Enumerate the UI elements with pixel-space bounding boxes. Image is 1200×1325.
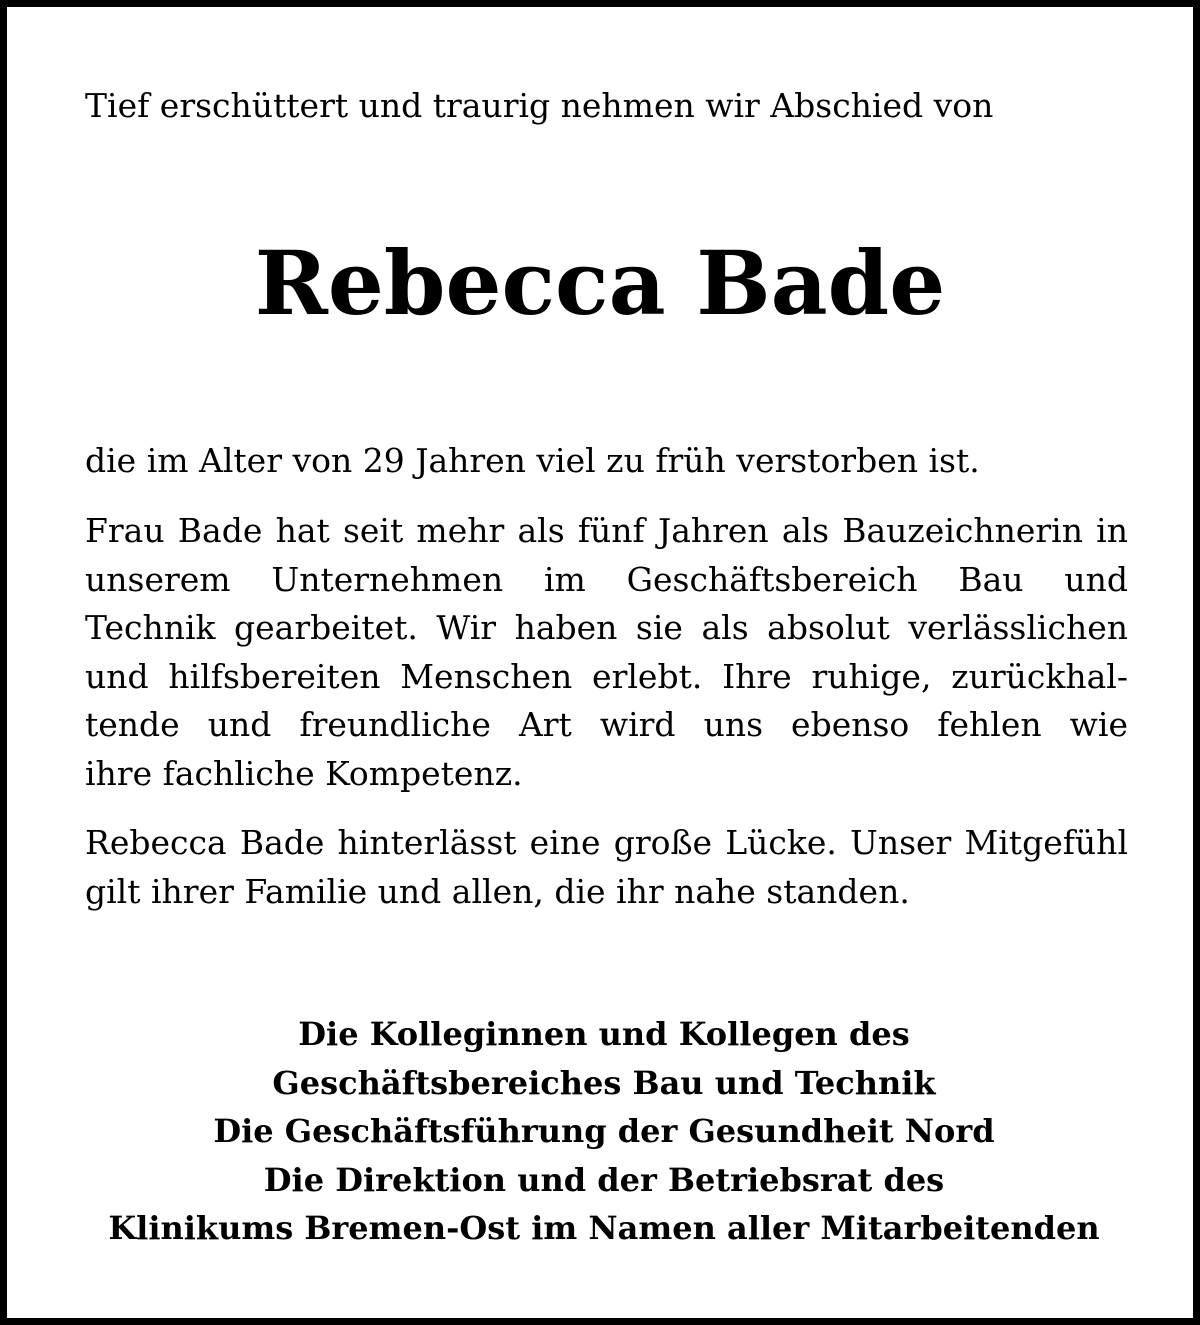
condolence-paragraph [85, 819, 1128, 916]
signature-line: Geschäftsbereiches Bau und Technik [272, 1063, 936, 1102]
tribute-paragraph [85, 507, 1128, 798]
paragraph-line: gilt ihrer Familie und allen, die ihr nahe standen. [85, 871, 910, 911]
signature-block [7, 1010, 1200, 1253]
paragraph-line: ihre fachliche Kompetenz. [85, 753, 523, 793]
deceased-name: Rebecca Bade [254, 231, 946, 335]
intro-text: Tief erschüttert und traurig nehmen wir Abschied von [85, 86, 994, 125]
paragraph-line: tende und freundliche Art wird uns ebenso fehlen wie [85, 705, 1128, 744]
signature-line: Die Kolleginnen und Kollegen des [298, 1015, 910, 1053]
paragraph-line: Rebecca Bade hinterlässt eine große Lücke. Unser Mitgefühl [85, 823, 1128, 862]
paragraph-line: Technik gearbeitet. Wir haben sie als absolut verlässlichen [85, 608, 1128, 647]
paragraph-line: und hilfsbereiten Menschen erlebt. Ihre ruhige, zurückhal- [85, 656, 1128, 696]
signature-line: Klinikums Bremen-Ost im Namen aller Mitarbeitenden [108, 1209, 1100, 1247]
age-line: die im Alter von 29 Jahren viel zu früh verstorben ist. [85, 441, 980, 480]
signature-line: Die Direktion und der Betriebsrat des [263, 1160, 945, 1199]
paragraph-line: Frau Bade hat seit mehr als fünf Jahren als Bauzeichnerin in [85, 511, 1128, 550]
paragraph-line: unserem Unternehmen im Geschäftsbereich Bau und [85, 559, 1128, 599]
signature-line: Die Geschäftsführung der Gesundheit Nord [213, 1112, 995, 1150]
